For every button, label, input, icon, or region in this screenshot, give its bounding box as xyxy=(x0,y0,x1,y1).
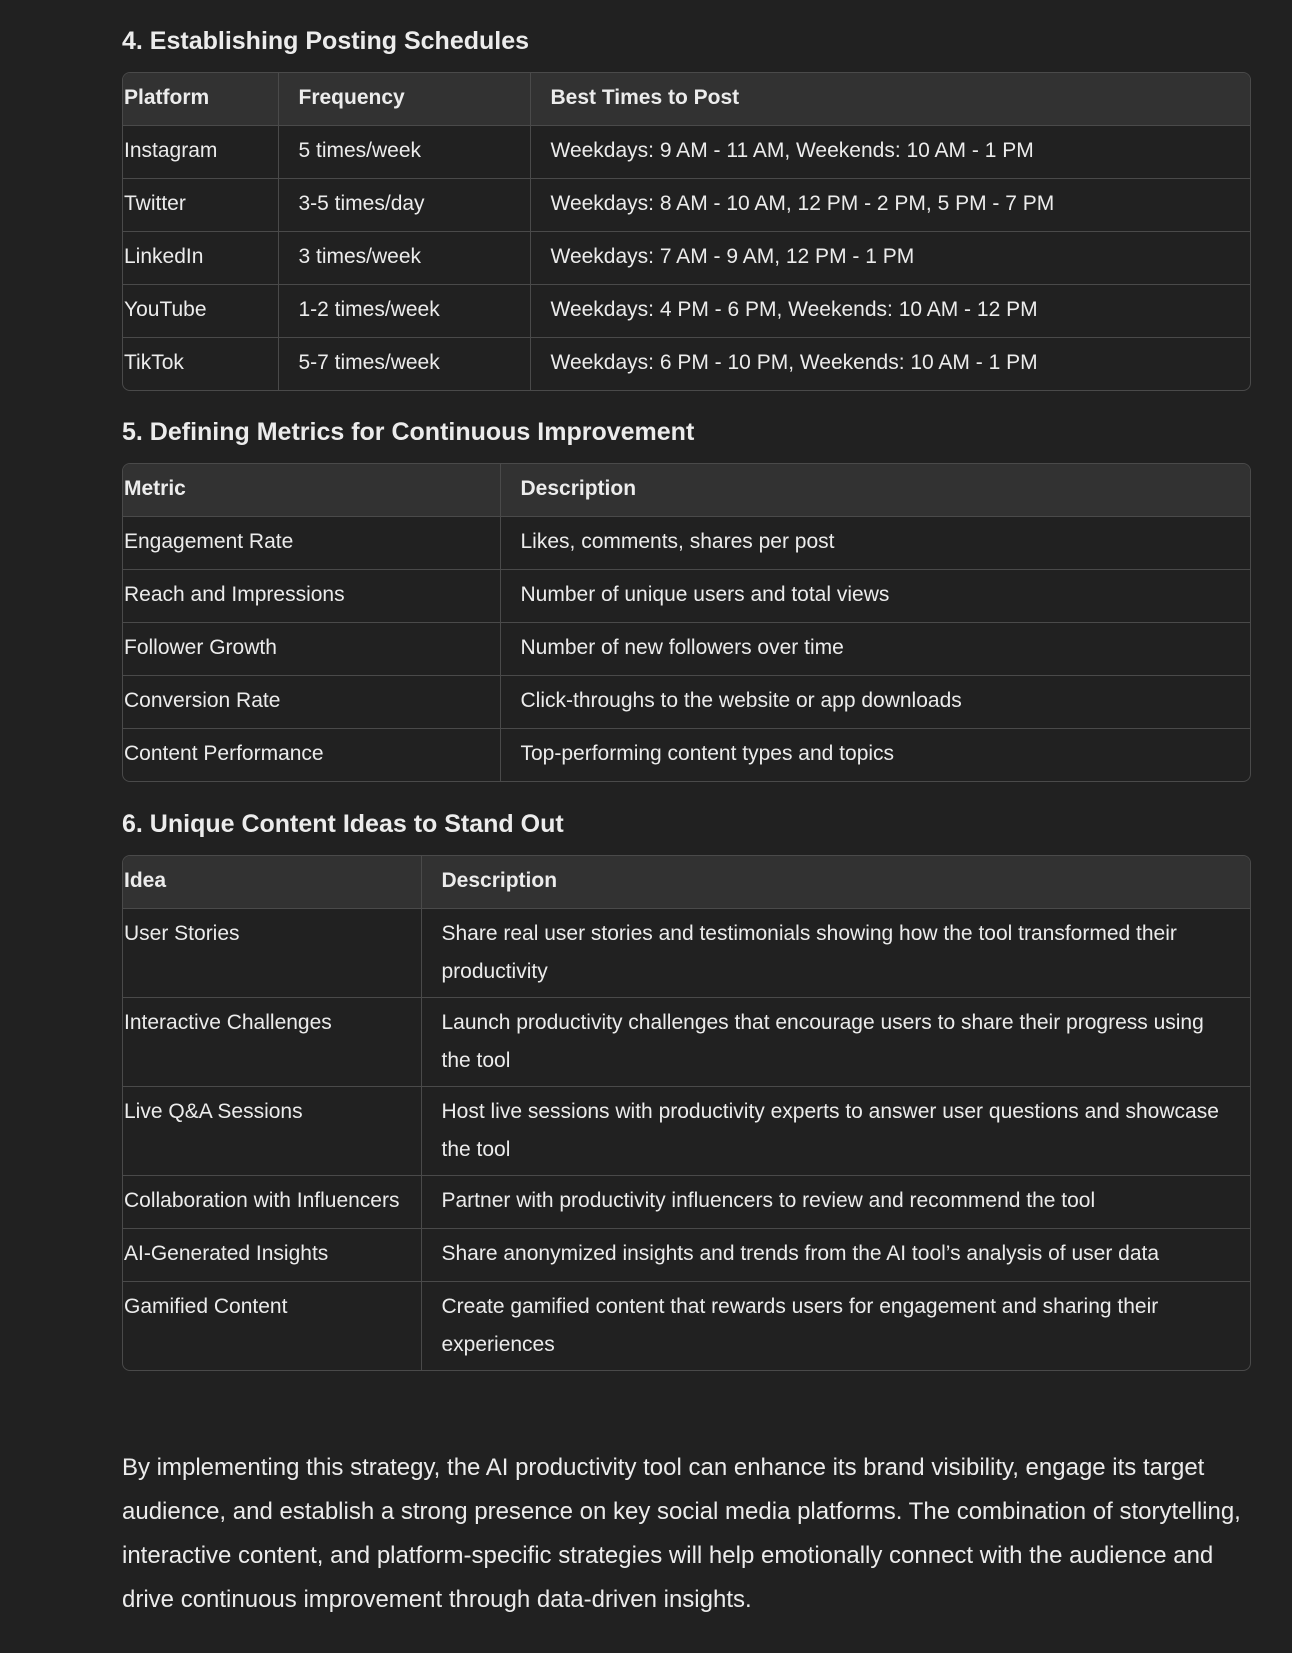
table-cell: Click-throughs to the website or app downloads xyxy=(500,676,1250,729)
table-row xyxy=(123,1176,1250,1229)
column-header-platform: Platform xyxy=(123,73,278,126)
table-row xyxy=(123,338,1250,391)
table-cell: 5 times/week xyxy=(278,126,530,179)
table-cell: Number of new followers over time xyxy=(500,623,1250,676)
column-header-description: Description xyxy=(421,856,1250,909)
summary-paragraph: By implementing this strategy, the AI productivity tool can enhance its brand visibility, engage its target audience, and establish a strong presence on key social media platforms. The combination of storytelling, interactive content, and platform-specific strategies will help emotionally connect with the audience and drive continuous improvement through data-driven insights. xyxy=(122,1454,1241,1613)
table-cell: Likes, comments, shares per post xyxy=(500,517,1250,570)
table-cell: Twitter xyxy=(123,179,278,232)
table-row xyxy=(123,1282,1250,1371)
table-cell: Gamified Content xyxy=(123,1282,421,1371)
table-cell: 1-2 times/week xyxy=(278,285,530,338)
table-cell: Weekdays: 4 PM - 6 PM, Weekends: 10 AM - 12 PM xyxy=(530,285,1250,338)
table-cell: Live Q&A Sessions xyxy=(123,1087,421,1176)
table-cell: Host live sessions with productivity experts to answer user questions and showcase the tool xyxy=(421,1087,1250,1176)
table-cell: Share real user stories and testimonials showing how the tool transformed their productivity xyxy=(421,909,1250,998)
metrics-table xyxy=(122,463,1251,782)
section-heading-metrics: 5. Defining Metrics for Continuous Improvement xyxy=(122,418,695,446)
table-row xyxy=(123,909,1250,998)
table-row xyxy=(123,179,1250,232)
table-row xyxy=(123,1087,1250,1176)
table-header-row xyxy=(123,464,1250,517)
table-cell: Share anonymized insights and trends from the AI tool’s analysis of user data xyxy=(421,1229,1250,1282)
table-cell: Follower Growth xyxy=(123,623,500,676)
table-header-row xyxy=(123,856,1250,909)
table-cell: 3-5 times/day xyxy=(278,179,530,232)
table-cell: Create gamified content that rewards users for engagement and sharing their experiences xyxy=(441,1295,1159,1356)
table-cell: Collaboration with Influencers xyxy=(123,1176,421,1229)
table-row xyxy=(123,729,1250,782)
table-cell: LinkedIn xyxy=(123,232,278,285)
table-cell: 3 times/week xyxy=(278,232,530,285)
table-header-row xyxy=(123,73,1250,126)
table-row xyxy=(123,998,1250,1087)
table-cell: Reach and Impressions xyxy=(123,570,500,623)
table-cell: Number of unique users and total views xyxy=(500,570,1250,623)
table-cell: Weekdays: 8 AM - 10 AM, 12 PM - 2 PM, 5 PM - 7 PM xyxy=(530,179,1250,232)
table-cell: User Stories xyxy=(123,909,421,998)
table-row xyxy=(123,570,1250,623)
table-cell: AI-Generated Insights xyxy=(123,1229,421,1282)
table-cell: 5-7 times/week xyxy=(278,338,530,391)
table-cell: Content Performance xyxy=(123,729,500,782)
content-ideas-table xyxy=(122,855,1251,1371)
column-header-best-times: Best Times to Post xyxy=(530,73,1250,126)
column-header-metric: Metric xyxy=(123,464,500,517)
table-cell: Launch productivity challenges that encourage users to share their progress using the tool xyxy=(421,998,1250,1087)
table-row xyxy=(123,676,1250,729)
table-cell: Partner with productivity influencers to review and recommend the tool xyxy=(421,1176,1250,1229)
column-header-description: Description xyxy=(500,464,1250,517)
posting-schedule-table xyxy=(122,72,1251,391)
table-cell: Instagram xyxy=(123,126,278,179)
table-cell: Engagement Rate xyxy=(123,517,500,570)
table-cell: Weekdays: 6 PM - 10 PM, Weekends: 10 AM - 1 PM xyxy=(550,351,1038,374)
table-cell: Conversion Rate xyxy=(123,676,500,729)
column-header-idea: Idea xyxy=(123,856,421,909)
table-cell: TikTok xyxy=(123,338,278,391)
section-heading-content-ideas: 6. Unique Content Ideas to Stand Out xyxy=(122,810,564,838)
table-row xyxy=(123,623,1250,676)
table-row xyxy=(123,232,1250,285)
table-row xyxy=(123,517,1250,570)
table-cell: Top-performing content types and topics xyxy=(520,742,895,765)
table-cell: Interactive Challenges xyxy=(123,998,421,1087)
section-heading-posting-schedules: 4. Establishing Posting Schedules xyxy=(122,27,530,55)
table-row xyxy=(123,1229,1250,1282)
table-row xyxy=(123,126,1250,179)
table-row xyxy=(123,285,1250,338)
table-cell: Weekdays: 7 AM - 9 AM, 12 PM - 1 PM xyxy=(530,232,1250,285)
table-cell: YouTube xyxy=(123,285,278,338)
table-cell: Weekdays: 9 AM - 11 AM, Weekends: 10 AM - 1 PM xyxy=(530,126,1250,179)
column-header-frequency: Frequency xyxy=(278,73,530,126)
